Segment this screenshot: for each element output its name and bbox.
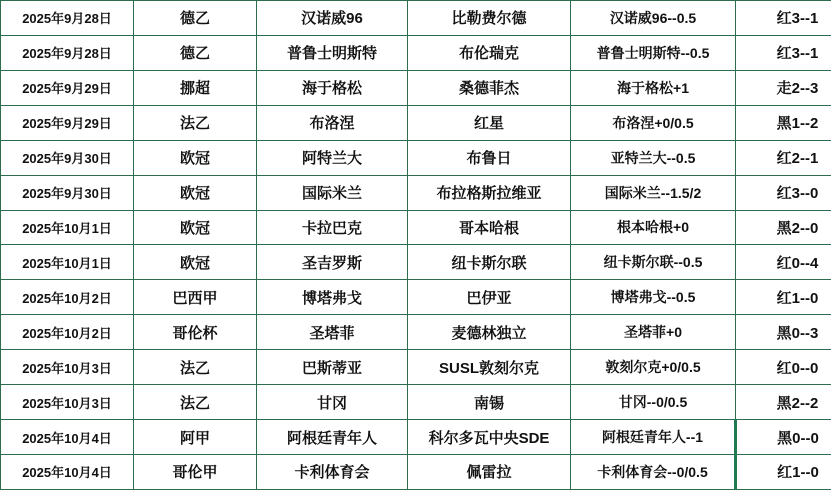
cell-pick: 阿根廷青年人--1: [571, 420, 736, 455]
cell-away-team: 科尔多瓦中央SDE: [408, 420, 571, 455]
cell-pick: 圣塔菲+0: [571, 315, 736, 350]
cell-home-team: 国际米兰: [257, 175, 408, 210]
cell-pick: 卡利体育会--0/0.5: [571, 454, 736, 489]
cell-league: 阿甲: [134, 420, 257, 455]
table-row: [1, 35, 831, 70]
table-row: [1, 140, 831, 175]
cell-result: 红3--0: [736, 175, 831, 210]
cell-away-team: 麦德林独立: [408, 315, 571, 350]
cell-away-team: 布拉格斯拉维亚: [408, 175, 571, 210]
cell-league: 巴西甲: [134, 280, 257, 315]
table-row: [1, 210, 831, 245]
table-row: [1, 454, 831, 489]
table-row: [1, 385, 831, 420]
cell-pick: 根本哈根+0: [571, 210, 736, 245]
cell-date: 2025年9月29日: [1, 70, 134, 105]
cell-result: 红3--1: [736, 1, 831, 36]
table-row: [1, 105, 831, 140]
cell-away-team: 布伦瑞克: [408, 35, 571, 70]
cell-pick: 敦刻尔克+0/0.5: [571, 350, 736, 385]
cell-date: 2025年10月1日: [1, 210, 134, 245]
cell-result: 红1--0: [736, 280, 831, 315]
cell-pick: 博塔弗戈--0.5: [571, 280, 736, 315]
cell-home-team: 卡拉巴克: [257, 210, 408, 245]
cell-home-team: 巴斯蒂亚: [257, 350, 408, 385]
table-row: [1, 420, 831, 455]
cell-date: 2025年9月29日: [1, 105, 134, 140]
cell-result: 走2--3: [736, 70, 831, 105]
cell-date: 2025年9月30日: [1, 175, 134, 210]
cell-date: 2025年9月28日: [1, 35, 134, 70]
cell-home-team: 甘冈: [257, 385, 408, 420]
cell-date: 2025年9月30日: [1, 140, 134, 175]
cell-result: 红1--0: [736, 454, 831, 489]
cell-away-team: SUSL敦刻尔克: [408, 350, 571, 385]
cell-date: 2025年10月1日: [1, 245, 134, 280]
cell-result: 黑0--0: [736, 420, 831, 455]
table-row: [1, 350, 831, 385]
cell-pick: 甘冈--0/0.5: [571, 385, 736, 420]
cell-home-team: 卡利体育会: [257, 454, 408, 489]
table-row: [1, 245, 831, 280]
table-row: [1, 70, 831, 105]
cell-away-team: 红星: [408, 105, 571, 140]
cell-home-team: 布洛涅: [257, 105, 408, 140]
cell-away-team: 南锡: [408, 385, 571, 420]
cell-league: 欧冠: [134, 175, 257, 210]
cell-pick: 布洛涅+0/0.5: [571, 105, 736, 140]
cell-home-team: 阿根廷青年人: [257, 420, 408, 455]
table-row: [1, 1, 831, 36]
cell-home-team: 普鲁士明斯特: [257, 35, 408, 70]
cell-result: 红3--1: [736, 35, 831, 70]
cell-result: 红0--4: [736, 245, 831, 280]
cell-league: 法乙: [134, 105, 257, 140]
cell-result: 黑0--3: [736, 315, 831, 350]
cell-away-team: 哥本哈根: [408, 210, 571, 245]
cell-date: 2025年10月3日: [1, 385, 134, 420]
cell-away-team: 桑德菲杰: [408, 70, 571, 105]
cell-league: 欧冠: [134, 210, 257, 245]
cell-pick: 汉诺威96--0.5: [571, 1, 736, 36]
cell-home-team: 汉诺威96: [257, 1, 408, 36]
table-row: [1, 280, 831, 315]
cell-date: 2025年10月2日: [1, 315, 134, 350]
cell-league: 德乙: [134, 35, 257, 70]
table-body: [1, 1, 831, 490]
cell-league: 法乙: [134, 385, 257, 420]
cell-home-team: 阿特兰大: [257, 140, 408, 175]
cell-result: 红2--1: [736, 140, 831, 175]
cell-result: 黑2--2: [736, 385, 831, 420]
cell-league: 德乙: [134, 1, 257, 36]
cell-home-team: 圣吉罗斯: [257, 245, 408, 280]
cell-away-team: 比勒费尔德: [408, 1, 571, 36]
cell-pick: 亚特兰大--0.5: [571, 140, 736, 175]
cell-league: 哥伦甲: [134, 454, 257, 489]
cell-home-team: 博塔弗戈: [257, 280, 408, 315]
cell-date: 2025年10月2日: [1, 280, 134, 315]
cell-home-team: 海于格松: [257, 70, 408, 105]
cell-league: 欧冠: [134, 140, 257, 175]
cell-result: 红0--0: [736, 350, 831, 385]
cell-league: 哥伦杯: [134, 315, 257, 350]
cell-pick: 国际米兰--1.5/2: [571, 175, 736, 210]
cell-away-team: 纽卡斯尔联: [408, 245, 571, 280]
cell-result: 黑2--0: [736, 210, 831, 245]
cell-date: 2025年9月28日: [1, 1, 134, 36]
cell-league: 欧冠: [134, 245, 257, 280]
cell-away-team: 布鲁日: [408, 140, 571, 175]
cell-date: 2025年10月4日: [1, 420, 134, 455]
cell-date: 2025年10月4日: [1, 454, 134, 489]
cell-pick: 纽卡斯尔联--0.5: [571, 245, 736, 280]
cell-result: 黑1--2: [736, 105, 831, 140]
cell-away-team: 佩雷拉: [408, 454, 571, 489]
cell-pick: 海于格松+1: [571, 70, 736, 105]
cell-league: 法乙: [134, 350, 257, 385]
cell-league: 挪超: [134, 70, 257, 105]
table-row: [1, 175, 831, 210]
table-row: [1, 315, 831, 350]
cell-home-team: 圣塔菲: [257, 315, 408, 350]
cell-away-team: 巴伊亚: [408, 280, 571, 315]
cell-date: 2025年10月3日: [1, 350, 134, 385]
cell-pick: 普鲁士明斯特--0.5: [571, 35, 736, 70]
